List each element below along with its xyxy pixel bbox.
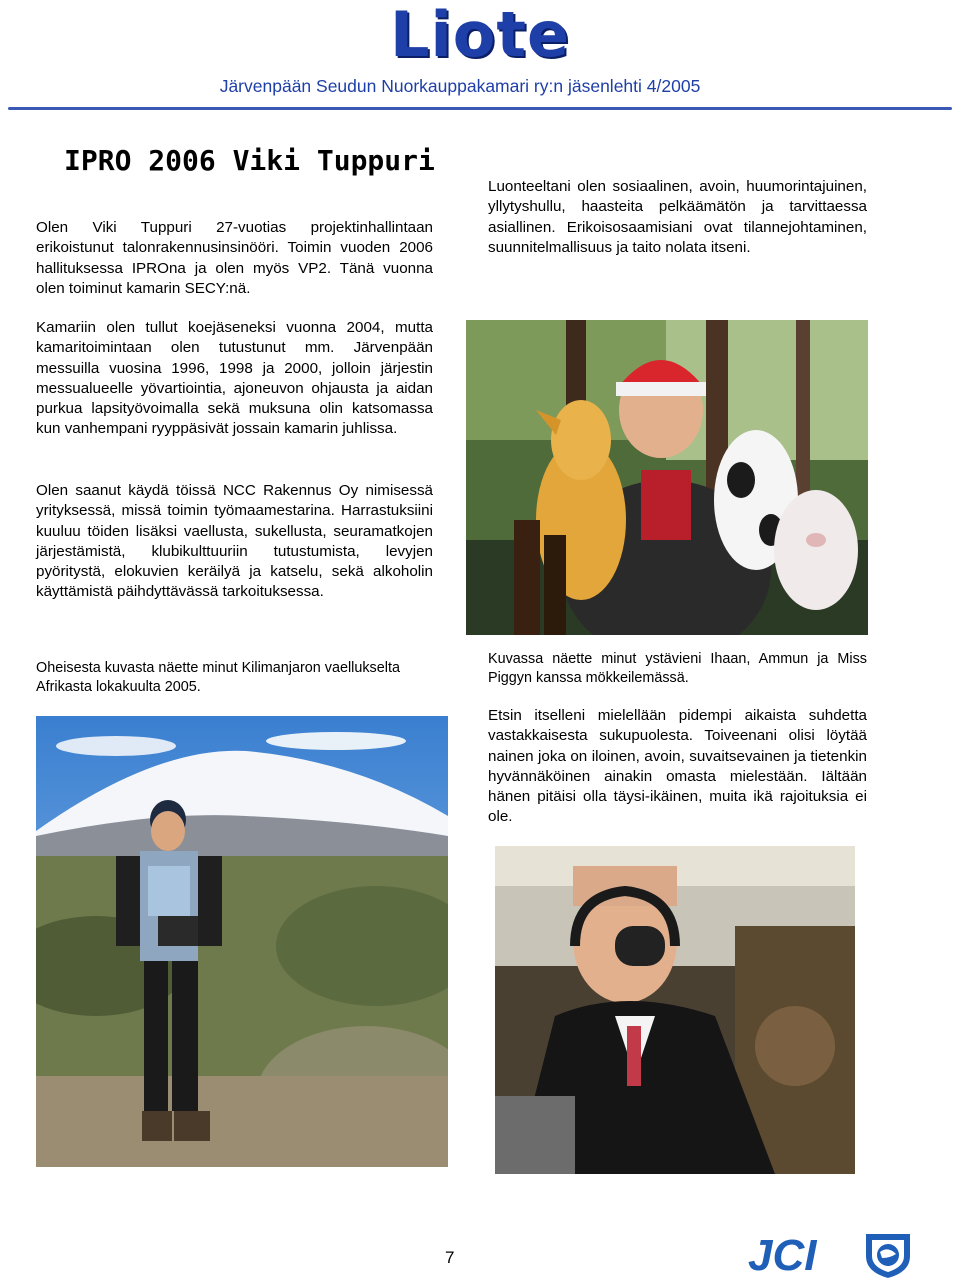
- liote-logo: Liote: [389, 0, 571, 71]
- skills-text: Erikoisosaamisiani ovat tilannejohtaminen, suunnitelmallisuus ja taito nolata itseni.: [488, 218, 867, 256]
- page-number: 7: [445, 1248, 455, 1267]
- photo-with-inflatable-animals: [466, 320, 868, 635]
- jci-logo: [748, 1228, 920, 1278]
- animals-caption: Kuvassa näette minut ystävieni Ihaan, Ammun ja Miss Piggyn kanssa mökkeilemässä.: [488, 651, 867, 686]
- photo-dj-headphones: [495, 846, 855, 1174]
- chamber-history-paragraph: Kamariin olen tullut koejäseneksi vuonna 2004, mutta kamaritoimintaan olen tutustunut mm. Järvenpään messuilla vuosina 1996, 1998 ja 2000, jolloin järjestin messualueelle yövartiointia, ajoneuvon ohjausta ja aidan purkua lapsityövoimalla sekä muksuna olin katsomassa kun vanhempani ryyppäsivät jossain kamarin juhlissa.: [36, 319, 433, 438]
- work-hobbies-paragraph: Olen saanut käydä töissä NCC Rakennus Oy nimisessä yrityksessä, missä toimin työmaamestarina. Harrastuksiini kuuluu töiden lisäksi vaellusta, sukellusta, seuramatkojen järjestämistä, klubikulttuuriin tutustumista, levyjen pyöritystä, elokuvien keräilyä ja katselu, sekä alkoholin käyttämistä päihdyttävässä tarkoituksessa.: [36, 482, 433, 601]
- personality-text: Luonteeltani olen sosiaalinen, avoin, huumorintajuinen, yllytyshullu, haasteita pelkäämätön ja tarvittaessa asiallinen.: [488, 178, 867, 236]
- intro-paragraph: Olen Viki Tuppuri 27-vuotias projektinhallintaan erikoistunut talonrakennusinsinööri. Toimin vuoden 2006 hallituksessa IPROna ja olen myös VP2. Tänä vuonna olen toiminut kamarin SECY:nä.: [36, 219, 433, 297]
- article-title: IPRO 2006 Viki Tuppuri: [64, 144, 435, 177]
- kilimanjaro-caption: Oheisesta kuvasta näette minut Kilimanjaron vaellukselta Afrikasta lokakuulta 2005.: [36, 660, 400, 695]
- personality-paragraph: [488, 177, 867, 258]
- newsletter-subtitle: Järvenpään Seudun Nuorkauppakamari ry:n jäsenlehti 4/2005: [219, 76, 701, 96]
- photo-kilimanjaro-hike: [36, 716, 448, 1167]
- header-divider: [8, 107, 952, 110]
- jci-logo-text: JCI: [748, 1231, 817, 1278]
- seeking-partner-paragraph: Etsin itselleni mielellään pidempi aikaista suhdetta vastakkaisesta sukupuolesta. Toiveenani olisi löytää nainen joka on iloinen, avoin, suvaitsevainen ja tietenkin hyvännäköinen ainakin omasta mielestään. Iältään hänen pitäisi olla täysi-ikäinen, muita ikä rajoituksia ei ole.: [488, 707, 867, 826]
